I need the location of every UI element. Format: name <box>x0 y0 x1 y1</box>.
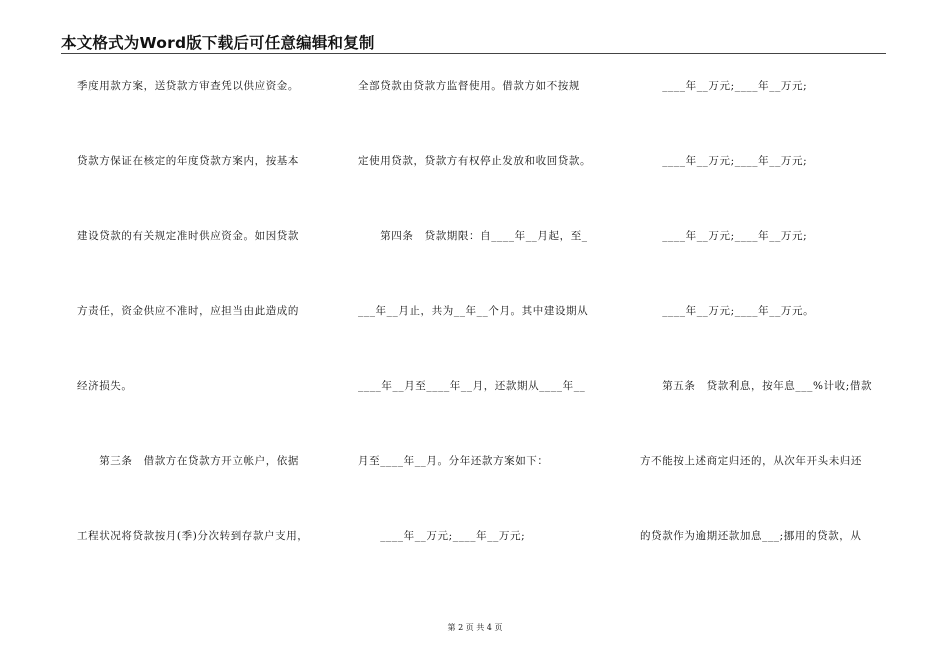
text-line: ____年__万元;____年__万元; <box>358 530 526 542</box>
text-line: 建设贷款的有关规定准时供应资金。如因贷款 <box>77 230 299 242</box>
text-line: 第四条 贷款期限：自____年__月起，至_ <box>358 230 588 242</box>
text-line: ____年__万元;____年__万元。 <box>640 305 815 317</box>
text-line: ____年__月至____年__月，还款期从____年__ <box>358 380 586 392</box>
text-line: 的贷款作为逾期还款加息___;挪用的贷款，从 <box>640 530 862 542</box>
page-number-footer: 第 2 页 共 4 页 <box>447 623 503 632</box>
text-line: 贷款方保证在核定的年度贷款方案内，按基本 <box>77 155 299 167</box>
text-line: 工程状况将贷款按月(季)分次转到存款户支用， <box>77 530 309 542</box>
text-line: 月至____年__月。分年还款方案如下： <box>358 455 549 467</box>
text-line: 方责任，资金供应不准时，应担当由此造成的 <box>77 305 299 317</box>
document-header-title: 本文格式为Word版下载后可任意编辑和复制 <box>61 34 375 52</box>
header-divider <box>61 53 886 54</box>
text-line: ___年__月止，共为__年__个月。其中建设期从 <box>358 305 589 317</box>
text-line: ____年__万元;____年__万元; <box>640 230 808 242</box>
text-line: 第五条 贷款利息，按年息___%计收;借款 <box>640 380 873 392</box>
text-line: ____年__万元;____年__万元; <box>640 155 808 167</box>
text-line: 方不能按上述商定归还的，从次年开头未归还 <box>640 455 862 467</box>
text-line: 季度用款方案，送贷款方审查凭以供应资金。 <box>77 80 299 92</box>
text-line: 定使用贷款，贷款方有权停止发放和收回贷款。 <box>358 155 592 167</box>
text-line: 经济损失。 <box>77 380 133 392</box>
text-line: 第三条 借款方在贷款方开立帐户，依据 <box>77 455 299 467</box>
text-line: 全部贷款由贷款方监督使用。借款方如不按规 <box>358 80 580 92</box>
text-line: ____年__万元;____年__万元; <box>640 80 808 92</box>
